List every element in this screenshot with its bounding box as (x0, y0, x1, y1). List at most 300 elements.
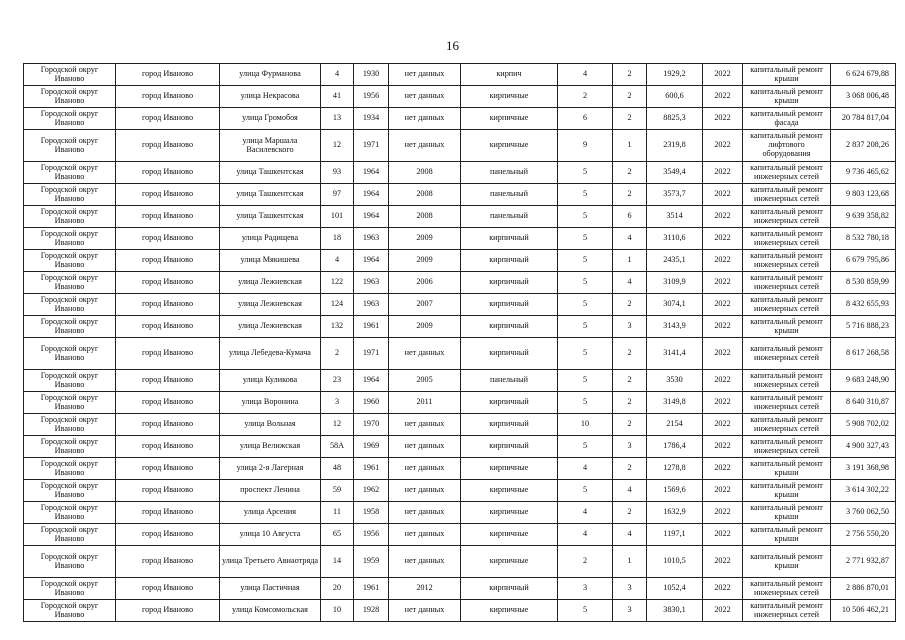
wall-material-cell: кирпичные (461, 480, 558, 502)
floors-cell: 5 (558, 338, 613, 370)
area-cell: 1786,4 (647, 436, 703, 458)
settlement-cell: город Иваново (116, 392, 220, 414)
municipality-cell: Городской округ Иваново (24, 524, 116, 546)
plan-year-cell: 2022 (703, 272, 743, 294)
street-cell: улица Ташкентская (220, 206, 321, 228)
street-cell: улица Вольная (220, 414, 321, 436)
street-cell: улица Лежневская (220, 272, 321, 294)
cost-cell: 3 068 006,48 (831, 86, 896, 108)
cost-cell: 8 530 859,99 (831, 272, 896, 294)
work-type-cell: капитальный ремонт инженерных сетей (743, 578, 831, 600)
last-repair-year-cell: 2012 (389, 578, 461, 600)
build-year-cell: 1971 (354, 130, 389, 162)
plan-year-cell: 2022 (703, 480, 743, 502)
municipality-cell: Городской округ Иваново (24, 162, 116, 184)
house-number-cell: 4 (321, 250, 354, 272)
build-year-cell: 1963 (354, 228, 389, 250)
plan-year-cell: 2022 (703, 502, 743, 524)
cost-cell: 20 784 817,04 (831, 108, 896, 130)
house-registry-table (23, 63, 896, 622)
build-year-cell: 1961 (354, 316, 389, 338)
last-repair-year-cell: 2008 (389, 162, 461, 184)
last-repair-year-cell: 2009 (389, 228, 461, 250)
area-cell: 3110,6 (647, 228, 703, 250)
entrances-cell: 2 (613, 108, 647, 130)
area-cell: 1632,9 (647, 502, 703, 524)
plan-year-cell: 2022 (703, 436, 743, 458)
last-repair-year-cell: 2009 (389, 316, 461, 338)
last-repair-year-cell: 2008 (389, 206, 461, 228)
entrances-cell: 3 (613, 578, 647, 600)
build-year-cell: 1964 (354, 250, 389, 272)
cost-cell: 4 900 327,43 (831, 436, 896, 458)
wall-material-cell: кирпичные (461, 546, 558, 578)
table-row (24, 184, 896, 206)
cost-cell: 8 617 268,58 (831, 338, 896, 370)
wall-material-cell: кирпичный (461, 228, 558, 250)
settlement-cell: город Иваново (116, 578, 220, 600)
street-cell: улица Велижская (220, 436, 321, 458)
house-number-cell: 93 (321, 162, 354, 184)
last-repair-year-cell: нет данных (389, 502, 461, 524)
municipality-cell: Городской округ Иваново (24, 86, 116, 108)
street-cell: улица Радищева (220, 228, 321, 250)
work-type-cell: капитальный ремонт инженерных сетей (743, 250, 831, 272)
floors-cell: 4 (558, 502, 613, 524)
build-year-cell: 1963 (354, 272, 389, 294)
wall-material-cell: панельный (461, 162, 558, 184)
work-type-cell: капитальный ремонт инженерных сетей (743, 162, 831, 184)
build-year-cell: 1956 (354, 524, 389, 546)
work-type-cell: капитальный ремонт инженерных сетей (743, 228, 831, 250)
last-repair-year-cell: нет данных (389, 86, 461, 108)
street-cell: улица 2-я Лагерная (220, 458, 321, 480)
municipality-cell: Городской округ Иваново (24, 480, 116, 502)
floors-cell: 2 (558, 546, 613, 578)
plan-year-cell: 2022 (703, 108, 743, 130)
settlement-cell: город Иваново (116, 294, 220, 316)
settlement-cell: город Иваново (116, 370, 220, 392)
settlement-cell: город Иваново (116, 480, 220, 502)
wall-material-cell: панельный (461, 370, 558, 392)
entrances-cell: 1 (613, 130, 647, 162)
area-cell: 2435,1 (647, 250, 703, 272)
entrances-cell: 2 (613, 414, 647, 436)
plan-year-cell: 2022 (703, 392, 743, 414)
floors-cell: 5 (558, 294, 613, 316)
settlement-cell: город Иваново (116, 600, 220, 622)
plan-year-cell: 2022 (703, 458, 743, 480)
street-cell: улица Мякишева (220, 250, 321, 272)
table-row (24, 250, 896, 272)
municipality-cell: Городской округ Иваново (24, 228, 116, 250)
entrances-cell: 2 (613, 184, 647, 206)
area-cell: 1052,4 (647, 578, 703, 600)
table-row (24, 206, 896, 228)
build-year-cell: 1963 (354, 294, 389, 316)
wall-material-cell: кирпичные (461, 600, 558, 622)
table-row (24, 86, 896, 108)
municipality-cell: Городской округ Иваново (24, 108, 116, 130)
entrances-cell: 3 (613, 436, 647, 458)
cost-cell: 2 771 932,87 (831, 546, 896, 578)
settlement-cell: город Иваново (116, 228, 220, 250)
wall-material-cell: кирпичные (461, 524, 558, 546)
wall-material-cell: кирпичный (461, 250, 558, 272)
work-type-cell: капитальный ремонт инженерных сетей (743, 338, 831, 370)
entrances-cell: 2 (613, 86, 647, 108)
settlement-cell: город Иваново (116, 250, 220, 272)
entrances-cell: 4 (613, 480, 647, 502)
plan-year-cell: 2022 (703, 600, 743, 622)
house-number-cell: 3 (321, 392, 354, 414)
floors-cell: 5 (558, 228, 613, 250)
work-type-cell: капитальный ремонт крыши (743, 316, 831, 338)
cost-cell: 3 614 302,22 (831, 480, 896, 502)
table-row (24, 228, 896, 250)
build-year-cell: 1964 (354, 162, 389, 184)
street-cell: улица Некрасова (220, 86, 321, 108)
work-type-cell: капитальный ремонт инженерных сетей (743, 414, 831, 436)
page-number: 16 (446, 38, 459, 53)
cost-cell: 8 432 655,93 (831, 294, 896, 316)
work-type-cell: капитальный ремонт инженерных сетей (743, 272, 831, 294)
table-row (24, 546, 896, 578)
area-cell: 3141,4 (647, 338, 703, 370)
house-number-cell: 14 (321, 546, 354, 578)
build-year-cell: 1958 (354, 502, 389, 524)
area-cell: 1929,2 (647, 64, 703, 86)
floors-cell: 3 (558, 578, 613, 600)
area-cell: 3109,9 (647, 272, 703, 294)
house-number-cell: 59 (321, 480, 354, 502)
entrances-cell: 2 (613, 64, 647, 86)
cost-cell: 6 624 679,88 (831, 64, 896, 86)
house-number-cell: 58А (321, 436, 354, 458)
last-repair-year-cell: нет данных (389, 458, 461, 480)
area-cell: 600,6 (647, 86, 703, 108)
plan-year-cell: 2022 (703, 338, 743, 370)
table-body (24, 64, 896, 622)
last-repair-year-cell: 2008 (389, 184, 461, 206)
cost-cell: 9 803 123,68 (831, 184, 896, 206)
table-row (24, 130, 896, 162)
entrances-cell: 2 (613, 502, 647, 524)
plan-year-cell: 2022 (703, 184, 743, 206)
entrances-cell: 2 (613, 458, 647, 480)
build-year-cell: 1964 (354, 184, 389, 206)
area-cell: 2319,8 (647, 130, 703, 162)
floors-cell: 5 (558, 250, 613, 272)
house-number-cell: 18 (321, 228, 354, 250)
table-row (24, 578, 896, 600)
wall-material-cell: кирпичные (461, 458, 558, 480)
build-year-cell: 1930 (354, 64, 389, 86)
street-cell: улица Третьего Авиаотряда (220, 546, 321, 578)
last-repair-year-cell: 2005 (389, 370, 461, 392)
plan-year-cell: 2022 (703, 294, 743, 316)
table-row (24, 294, 896, 316)
plan-year-cell: 2022 (703, 316, 743, 338)
table-row (24, 458, 896, 480)
floors-cell: 4 (558, 458, 613, 480)
plan-year-cell: 2022 (703, 370, 743, 392)
municipality-cell: Городской округ Иваново (24, 250, 116, 272)
cost-cell: 3 191 368,98 (831, 458, 896, 480)
cost-cell: 9 736 465,62 (831, 162, 896, 184)
entrances-cell: 4 (613, 524, 647, 546)
build-year-cell: 1934 (354, 108, 389, 130)
wall-material-cell: панельный (461, 184, 558, 206)
house-number-cell: 23 (321, 370, 354, 392)
entrances-cell: 2 (613, 294, 647, 316)
entrances-cell: 4 (613, 228, 647, 250)
floors-cell: 5 (558, 184, 613, 206)
last-repair-year-cell: нет данных (389, 338, 461, 370)
cost-cell: 5 908 702,02 (831, 414, 896, 436)
plan-year-cell: 2022 (703, 130, 743, 162)
area-cell: 8825,3 (647, 108, 703, 130)
floors-cell: 5 (558, 162, 613, 184)
settlement-cell: город Иваново (116, 86, 220, 108)
floors-cell: 5 (558, 272, 613, 294)
build-year-cell: 1969 (354, 436, 389, 458)
work-type-cell: капитальный ремонт инженерных сетей (743, 392, 831, 414)
plan-year-cell: 2022 (703, 64, 743, 86)
municipality-cell: Городской округ Иваново (24, 370, 116, 392)
work-type-cell: капитальный ремонт инженерных сетей (743, 370, 831, 392)
build-year-cell: 1971 (354, 338, 389, 370)
settlement-cell: город Иваново (116, 458, 220, 480)
table-row (24, 524, 896, 546)
cost-cell: 9 683 248,90 (831, 370, 896, 392)
house-number-cell: 12 (321, 414, 354, 436)
last-repair-year-cell: нет данных (389, 600, 461, 622)
entrances-cell: 1 (613, 546, 647, 578)
last-repair-year-cell: нет данных (389, 546, 461, 578)
build-year-cell: 1959 (354, 546, 389, 578)
cost-cell: 2 837 208,26 (831, 130, 896, 162)
plan-year-cell: 2022 (703, 578, 743, 600)
table-row (24, 414, 896, 436)
settlement-cell: город Иваново (116, 414, 220, 436)
settlement-cell: город Иваново (116, 338, 220, 370)
floors-cell: 10 (558, 414, 613, 436)
build-year-cell: 1962 (354, 480, 389, 502)
entrances-cell: 4 (613, 272, 647, 294)
work-type-cell: капитальный ремонт инженерных сетей (743, 206, 831, 228)
municipality-cell: Городской округ Иваново (24, 316, 116, 338)
work-type-cell: капитальный ремонт крыши (743, 480, 831, 502)
cost-cell: 3 760 062,50 (831, 502, 896, 524)
house-number-cell: 97 (321, 184, 354, 206)
entrances-cell: 3 (613, 600, 647, 622)
last-repair-year-cell: нет данных (389, 524, 461, 546)
build-year-cell: 1956 (354, 86, 389, 108)
cost-cell: 5 716 888,23 (831, 316, 896, 338)
municipality-cell: Городской округ Иваново (24, 414, 116, 436)
table-row (24, 64, 896, 86)
area-cell: 3830,1 (647, 600, 703, 622)
last-repair-year-cell: 2006 (389, 272, 461, 294)
last-repair-year-cell: нет данных (389, 436, 461, 458)
work-type-cell: капитальный ремонт крыши (743, 64, 831, 86)
floors-cell: 9 (558, 130, 613, 162)
street-cell: улица Ташкентская (220, 162, 321, 184)
house-number-cell: 122 (321, 272, 354, 294)
table-row (24, 600, 896, 622)
municipality-cell: Городской округ Иваново (24, 502, 116, 524)
work-type-cell: капитальный ремонт крыши (743, 458, 831, 480)
last-repair-year-cell: 2009 (389, 250, 461, 272)
entrances-cell: 2 (613, 338, 647, 370)
street-cell: улица Маршала Василевского (220, 130, 321, 162)
table-row (24, 370, 896, 392)
wall-material-cell: кирпичный (461, 316, 558, 338)
last-repair-year-cell: нет данных (389, 480, 461, 502)
cost-cell: 2 756 550,20 (831, 524, 896, 546)
floors-cell: 5 (558, 600, 613, 622)
work-type-cell: капитальный ремонт инженерных сетей (743, 294, 831, 316)
settlement-cell: город Иваново (116, 524, 220, 546)
wall-material-cell: кирпичный (461, 392, 558, 414)
settlement-cell: город Иваново (116, 436, 220, 458)
settlement-cell: город Иваново (116, 64, 220, 86)
area-cell: 2154 (647, 414, 703, 436)
house-number-cell: 41 (321, 86, 354, 108)
plan-year-cell: 2022 (703, 162, 743, 184)
house-number-cell: 48 (321, 458, 354, 480)
settlement-cell: город Иваново (116, 316, 220, 338)
house-number-cell: 12 (321, 130, 354, 162)
table-row (24, 502, 896, 524)
table-row (24, 272, 896, 294)
area-cell: 1197,1 (647, 524, 703, 546)
municipality-cell: Городской округ Иваново (24, 338, 116, 370)
house-number-cell: 13 (321, 108, 354, 130)
wall-material-cell: кирпичный (461, 436, 558, 458)
work-type-cell: капитальный ремонт крыши (743, 524, 831, 546)
table-row (24, 392, 896, 414)
municipality-cell: Городской округ Иваново (24, 272, 116, 294)
last-repair-year-cell: 2007 (389, 294, 461, 316)
work-type-cell: капитальный ремонт фасада (743, 108, 831, 130)
table-row (24, 316, 896, 338)
house-number-cell: 10 (321, 600, 354, 622)
street-cell: улица Лежневская (220, 294, 321, 316)
area-cell: 3573,7 (647, 184, 703, 206)
work-type-cell: капитальный ремонт инженерных сетей (743, 600, 831, 622)
street-cell: улица Пастичная (220, 578, 321, 600)
settlement-cell: город Иваново (116, 162, 220, 184)
plan-year-cell: 2022 (703, 86, 743, 108)
last-repair-year-cell: нет данных (389, 414, 461, 436)
house-number-cell: 65 (321, 524, 354, 546)
cost-cell: 10 506 462,21 (831, 600, 896, 622)
settlement-cell: город Иваново (116, 108, 220, 130)
street-cell: улица Громобоя (220, 108, 321, 130)
municipality-cell: Городской округ Иваново (24, 130, 116, 162)
floors-cell: 4 (558, 64, 613, 86)
cost-cell: 8 532 780,18 (831, 228, 896, 250)
house-number-cell: 132 (321, 316, 354, 338)
wall-material-cell: кирпичный (461, 578, 558, 600)
area-cell: 1010,5 (647, 546, 703, 578)
house-number-cell: 101 (321, 206, 354, 228)
area-cell: 3143,9 (647, 316, 703, 338)
wall-material-cell: кирпичный (461, 272, 558, 294)
build-year-cell: 1960 (354, 392, 389, 414)
area-cell: 3514 (647, 206, 703, 228)
plan-year-cell: 2022 (703, 228, 743, 250)
settlement-cell: город Иваново (116, 272, 220, 294)
build-year-cell: 1970 (354, 414, 389, 436)
municipality-cell: Городской округ Иваново (24, 64, 116, 86)
floors-cell: 5 (558, 392, 613, 414)
entrances-cell: 6 (613, 206, 647, 228)
street-cell: улица 10 Августа (220, 524, 321, 546)
entrances-cell: 2 (613, 162, 647, 184)
floors-cell: 5 (558, 206, 613, 228)
work-type-cell: капитальный ремонт крыши (743, 546, 831, 578)
entrances-cell: 1 (613, 250, 647, 272)
area-cell: 1569,6 (647, 480, 703, 502)
wall-material-cell: кирпичный (461, 414, 558, 436)
wall-material-cell: кирпичный (461, 294, 558, 316)
house-number-cell: 20 (321, 578, 354, 600)
municipality-cell: Городской округ Иваново (24, 458, 116, 480)
cost-cell: 8 640 310,87 (831, 392, 896, 414)
street-cell: улица Лебедева-Кумача (220, 338, 321, 370)
street-cell: улица Арсения (220, 502, 321, 524)
municipality-cell: Городской округ Иваново (24, 184, 116, 206)
house-number-cell: 124 (321, 294, 354, 316)
wall-material-cell: кирпич (461, 64, 558, 86)
street-cell: улица Лежневская (220, 316, 321, 338)
table-row (24, 162, 896, 184)
house-number-cell: 2 (321, 338, 354, 370)
settlement-cell: город Иваново (116, 184, 220, 206)
floors-cell: 5 (558, 370, 613, 392)
area-cell: 1278,8 (647, 458, 703, 480)
municipality-cell: Городской округ Иваново (24, 578, 116, 600)
area-cell: 3530 (647, 370, 703, 392)
build-year-cell: 1961 (354, 578, 389, 600)
street-cell: улица Фурманова (220, 64, 321, 86)
table-row (24, 480, 896, 502)
settlement-cell: город Иваново (116, 546, 220, 578)
work-type-cell: капитальный ремонт инженерных сетей (743, 184, 831, 206)
street-cell: улица Воронина (220, 392, 321, 414)
work-type-cell: капитальный ремонт крыши (743, 86, 831, 108)
wall-material-cell: кирпичные (461, 130, 558, 162)
floors-cell: 5 (558, 436, 613, 458)
work-type-cell: капитальный ремонт лифтового оборудования (743, 130, 831, 162)
entrances-cell: 2 (613, 392, 647, 414)
wall-material-cell: кирпичные (461, 86, 558, 108)
street-cell: улица Ташкентская (220, 184, 321, 206)
street-cell: улица Комсомольская (220, 600, 321, 622)
wall-material-cell: кирпичные (461, 502, 558, 524)
plan-year-cell: 2022 (703, 414, 743, 436)
settlement-cell: город Иваново (116, 206, 220, 228)
build-year-cell: 1961 (354, 458, 389, 480)
house-number-cell: 4 (321, 64, 354, 86)
floors-cell: 6 (558, 108, 613, 130)
area-cell: 3549,4 (647, 162, 703, 184)
municipality-cell: Городской округ Иваново (24, 546, 116, 578)
municipality-cell: Городской округ Иваново (24, 294, 116, 316)
